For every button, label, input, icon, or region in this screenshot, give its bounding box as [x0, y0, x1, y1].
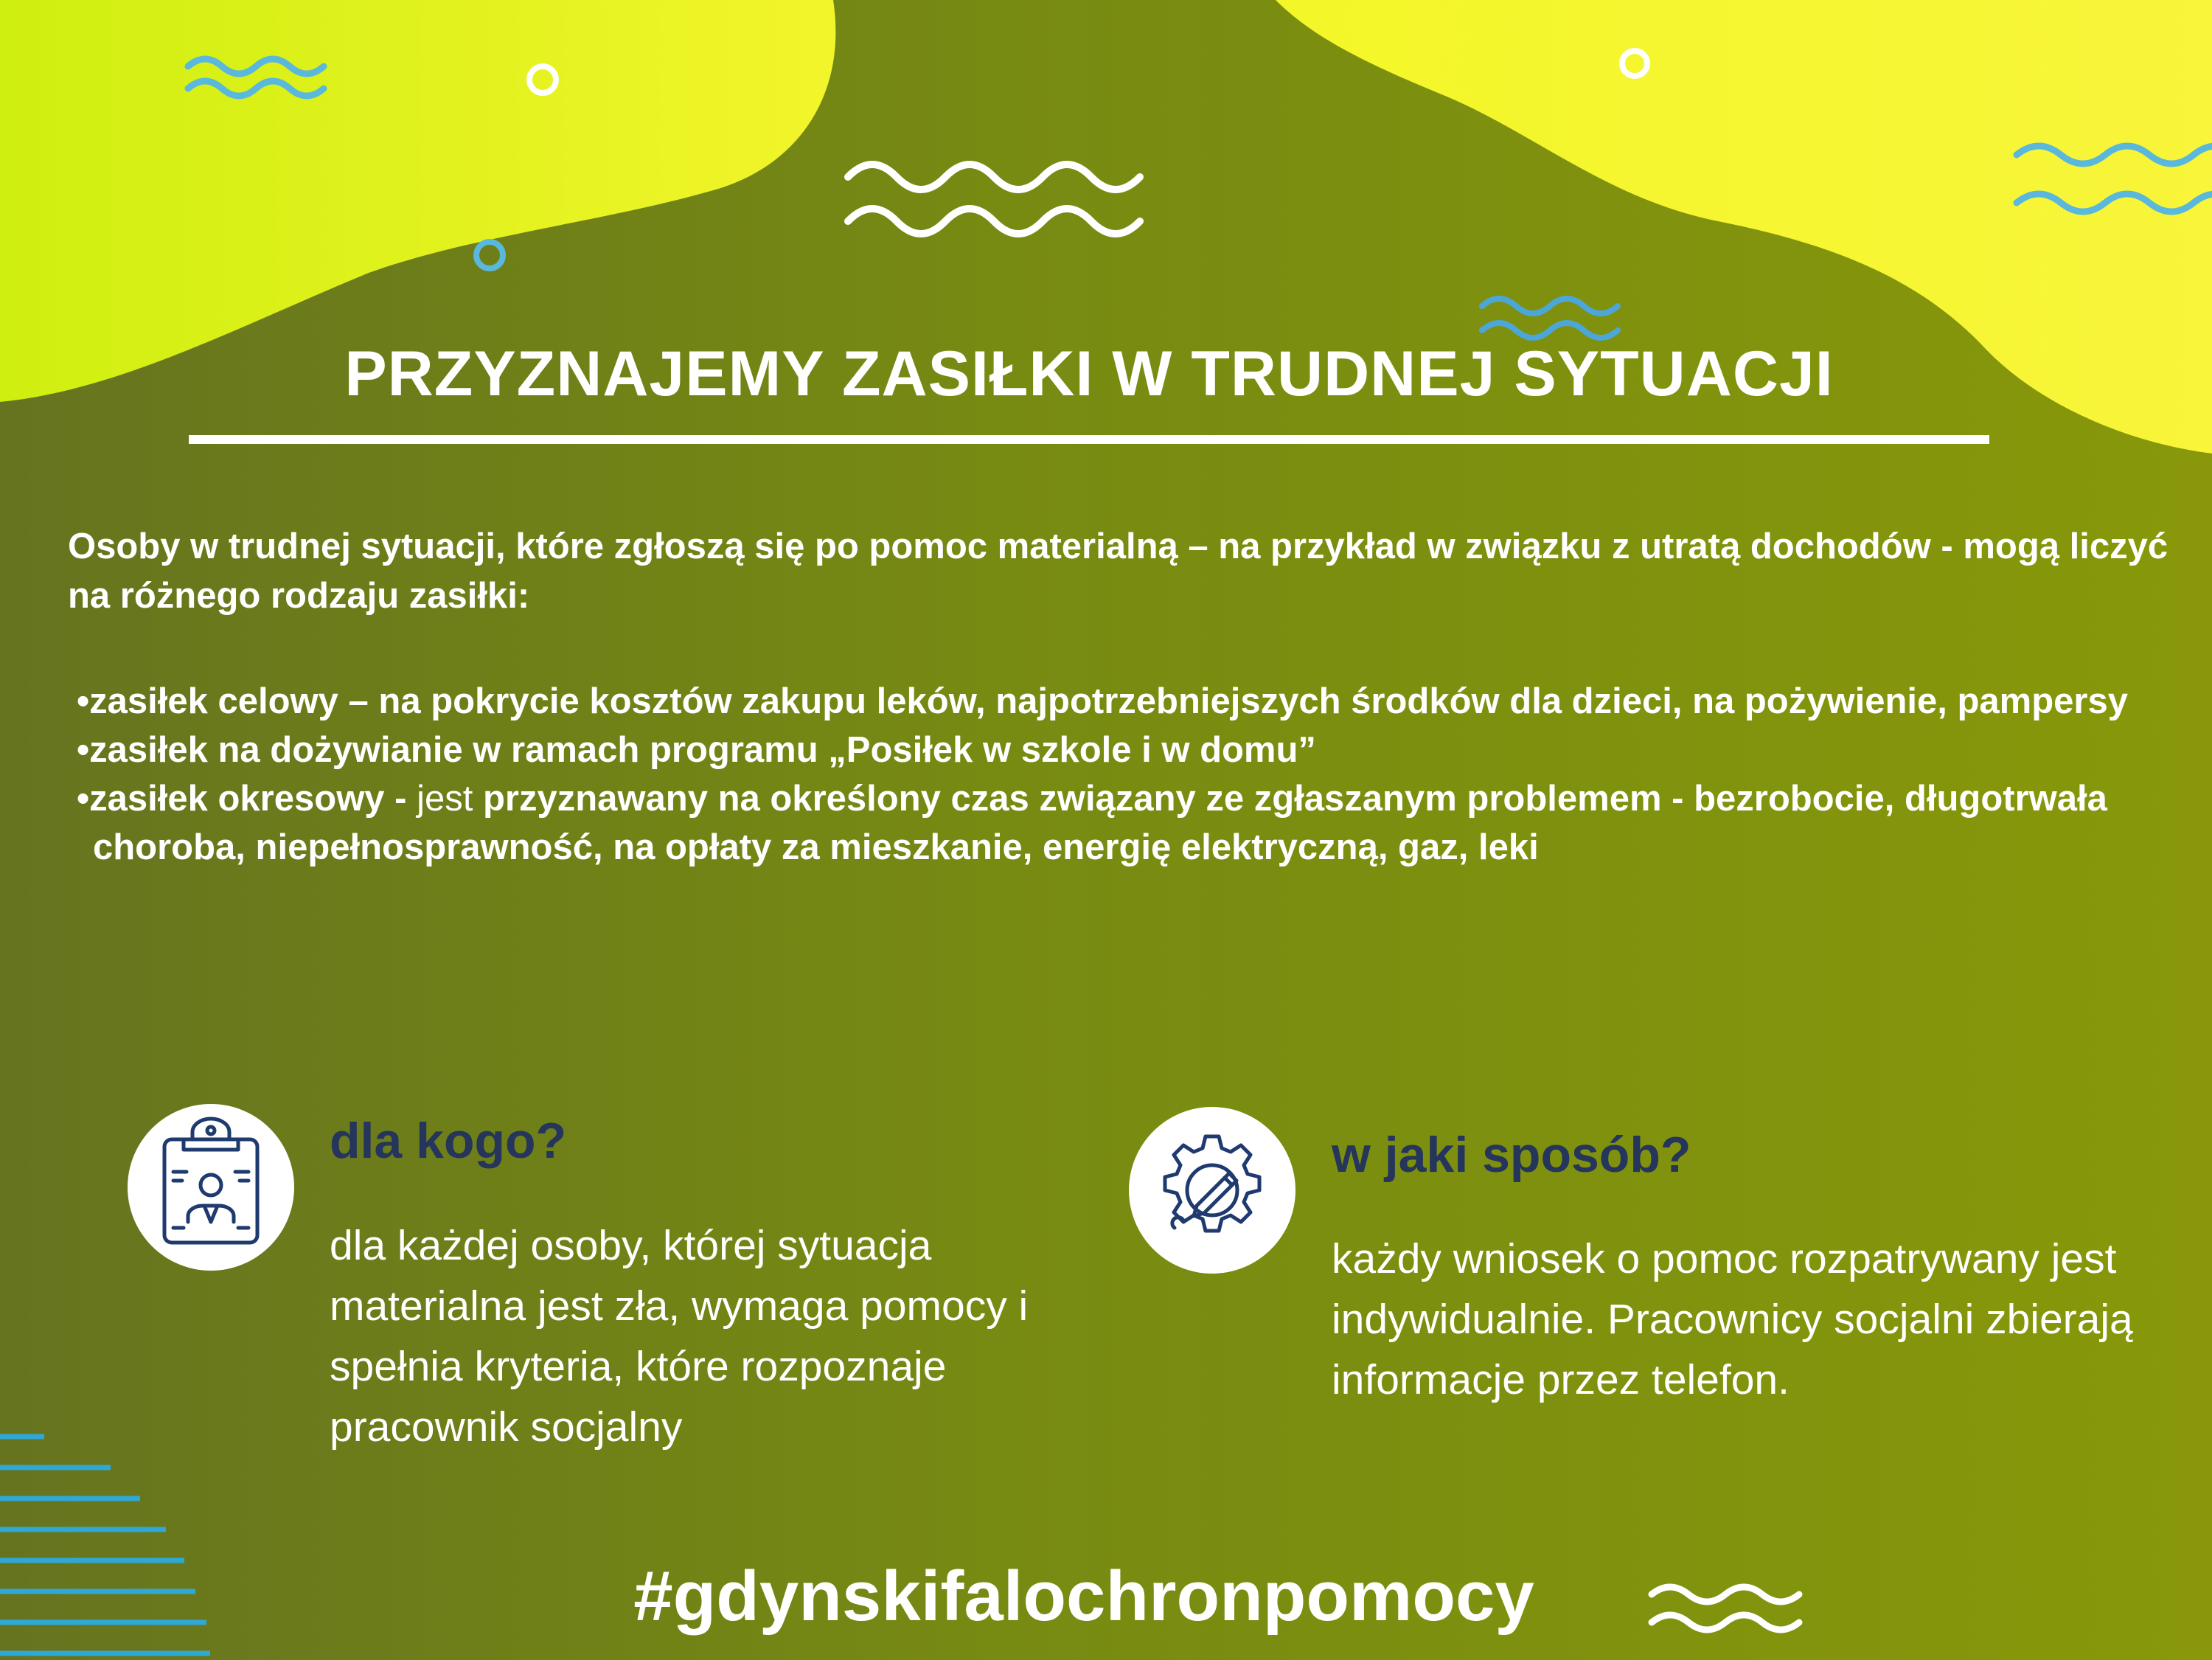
- list-item: [68, 774, 2177, 872]
- title-underline: [189, 435, 1989, 444]
- right-column-heading: w jaki sposób?: [1332, 1127, 1691, 1183]
- hashtag: #gdynskifalochronpomocy: [633, 1557, 1534, 1636]
- left-column-text: dla każdej osoby, której sytuacja materialna jest zła, wymaga pomocy i spełnia kryteria, które rozpoznaje pracownik socjalny: [330, 1222, 1029, 1451]
- ring-decoration: [476, 242, 503, 268]
- benefit-list: [68, 677, 2177, 872]
- gear-pencil-icon: [1129, 1107, 1295, 1274]
- list-item: •zasiłek na dożywianie w ramach programu „Posiłek w szkole i w domu”: [77, 730, 1316, 770]
- list-item-light: jest: [417, 779, 473, 819]
- right-column-text: każdy wniosek o pomoc rozpatrywany jest indywidualnie. Pracownicy socjalni zbierają informacje przez telefon.: [1332, 1235, 2133, 1403]
- wave-icon-title: [1482, 299, 1618, 338]
- clipboard-person-icon: [128, 1104, 294, 1271]
- left-column-heading: dla kogo?: [330, 1113, 567, 1169]
- list-item-lead: •zasiłek okresowy -: [77, 779, 417, 819]
- page-title: PRZYZNAJEMY ZASIŁKI W TRUDNEJ SYTUACJI: [344, 338, 1834, 409]
- wave-icon-top-center: [848, 164, 1140, 234]
- list-item: •zasiłek celowy – na pokrycie kosztów zakupu leków, najpotrzebniejszych środków dla dzieci, na pożywienie, pampersy: [77, 681, 2128, 721]
- intro-text: Osoby w trudnej sytuacji, które zgłoszą się po pomoc materialną – na przykład w związku z utratą dochodów - mogą liczyć na różnego rodzaju zasiłki:: [68, 527, 2168, 616]
- list-item-rest: przyznawany na określony czas związany ze zgłaszanym problemem - bezrobocie, długotrwała choroba, niepełnosprawność, na opłaty za mieszkanie, energię elektryczną, gaz, leki: [93, 779, 2107, 867]
